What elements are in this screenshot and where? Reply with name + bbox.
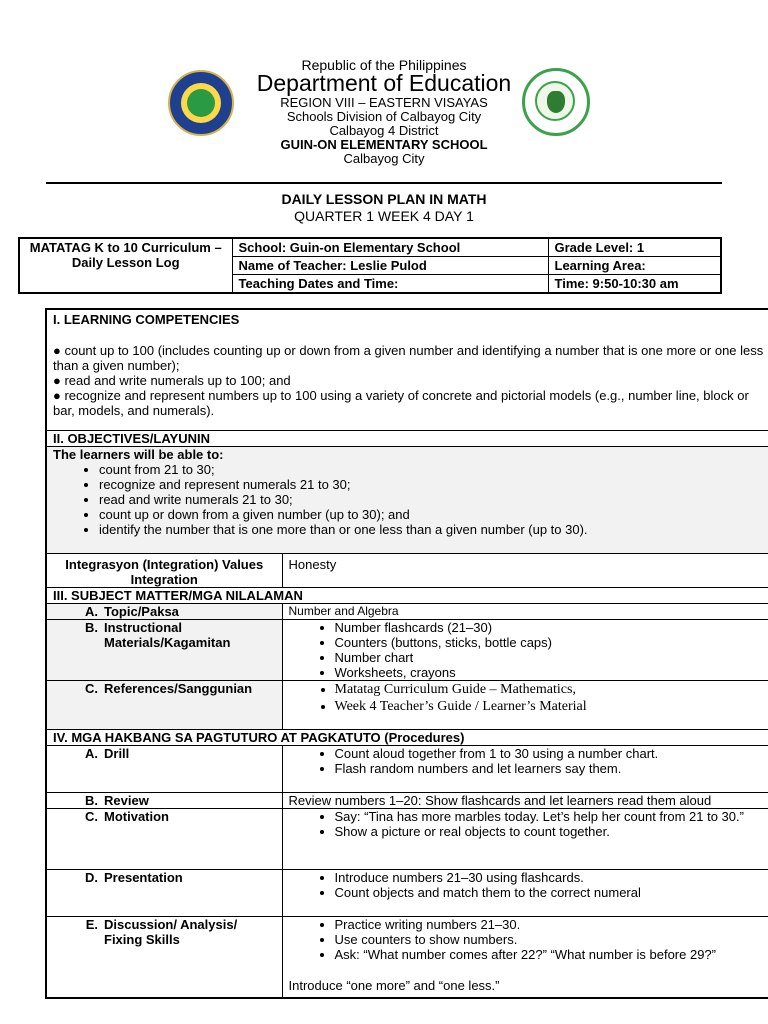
discussion-item: • Use counters to show numbers. xyxy=(335,932,768,947)
objectives-intro: The learners will be able to: xyxy=(53,447,224,462)
competency-item: ● recognize and represent numbers up to 100 using a variety of concrete and pictorial models (e.g., number line, block or bar, models, and numerals). xyxy=(53,388,749,418)
competency-item: ● read and write numerals up to 100; and xyxy=(53,373,291,388)
objective-item: • recognize and represent numerals 21 to 30; xyxy=(99,477,767,492)
competency-item: ● count up to 100 (includes counting up or down from a given number and identifying a number that is one more or one less than a given number); xyxy=(53,343,764,373)
time-cell: Time: 9:50-10:30 am xyxy=(548,275,721,294)
objective-item: • identify the number that is one more than or one less than a given number (up to 30). xyxy=(99,522,767,537)
drill-list-cell xyxy=(282,746,768,793)
discussion-item: • Practice writing numbers 21–30. xyxy=(335,917,768,932)
school-cell: School: Guin-on Elementary School xyxy=(232,238,548,257)
topic-label: Topic/Paksa xyxy=(104,604,179,619)
procedures-heading: IV. MGA HAKBANG SA PAGTUTURO AT PAGKATUTO (Procedures) xyxy=(46,730,768,746)
curriculum-cell: MATATAG K to 10 Curriculum – Daily Lesson Log xyxy=(19,238,232,293)
discussion-label-cell xyxy=(46,917,282,999)
drill-label: Drill xyxy=(104,746,130,761)
district-line: Calbayog 4 District xyxy=(329,123,439,138)
presentation-label: Presentation xyxy=(104,870,183,885)
material-item: • Worksheets, crayons xyxy=(335,665,768,680)
materials-label: Instructional Materials/Kagamitan xyxy=(104,620,231,650)
subject-matter-heading: III. SUBJECT MATTER/MGA NILALAMAN xyxy=(46,588,768,604)
references-label-cell xyxy=(46,681,282,730)
competencies-section xyxy=(46,309,768,431)
motivation-label-cell xyxy=(46,809,282,870)
review-label-cell xyxy=(46,793,282,809)
objective-item: • read and write numerals 21 to 30; xyxy=(99,492,767,507)
material-item: • Counters (buttons, sticks, bottle caps) xyxy=(335,635,768,650)
department-title: Department of Education xyxy=(256,70,512,96)
teaching-dates-cell: Teaching Dates and Time: xyxy=(232,275,548,294)
presentation-list-cell xyxy=(282,870,768,917)
learning-area-cell: Learning Area: xyxy=(548,257,721,275)
region-line: REGION VIII – EASTERN VISAYAS xyxy=(280,95,488,110)
reference-item: • Week 4 Teacher’s Guide / Learner’s Material xyxy=(335,698,768,715)
topic-letter: A. xyxy=(85,604,98,619)
material-item: • Number chart xyxy=(335,650,768,665)
topic-value: Number and Algebra xyxy=(282,604,768,620)
references-letter: C. xyxy=(85,681,98,696)
motivation-label: Motivation xyxy=(104,809,169,824)
presentation-item: • Count objects and match them to the correct numeral xyxy=(335,885,768,900)
city-line: Calbayog City xyxy=(343,151,425,166)
lesson-plan-table xyxy=(45,308,768,999)
quarter-week-day: QUARTER 1 WEEK 4 DAY 1 xyxy=(294,208,474,224)
school-name: GUIN-ON ELEMENTARY SCHOOL xyxy=(280,137,488,152)
materials-list-cell xyxy=(282,620,768,681)
grade-level-cell: Grade Level: 1 xyxy=(548,238,721,257)
drill-item: • Count aloud together from 1 to 30 using a number chart. xyxy=(335,746,768,761)
integration-value: Honesty xyxy=(282,554,768,588)
review-label: Review xyxy=(104,793,149,808)
division-line: Schools Division of Calbayog City xyxy=(286,109,482,124)
reference-item: • Matatag Curriculum Guide – Mathematics, xyxy=(335,681,768,698)
topic-label-cell xyxy=(46,604,282,620)
discussion-list-cell xyxy=(282,917,768,999)
references-list-cell xyxy=(282,681,768,730)
presentation-item: • Introduce numbers 21–30 using flashcards. xyxy=(335,870,768,885)
drill-label-cell xyxy=(46,746,282,793)
objective-item: • count from 21 to 30; xyxy=(99,462,767,477)
material-item: • Number flashcards (21–30) xyxy=(335,620,768,635)
presentation-label-cell xyxy=(46,870,282,917)
objectives-list xyxy=(53,462,767,537)
motivation-letter: C. xyxy=(85,809,98,824)
drill-letter: A. xyxy=(85,746,98,761)
discussion-letter: E. xyxy=(85,917,98,932)
discussion-label: Discussion/ Analysis/ Fixing Skills xyxy=(104,917,238,947)
objectives-heading: II. OBJECTIVES/LAYUNIN xyxy=(46,431,768,447)
materials-label-cell xyxy=(46,620,282,681)
discussion-note: Introduce “one more” and “one less.” xyxy=(288,978,500,993)
motivation-item: • Show a picture or real objects to count together. xyxy=(335,824,768,839)
review-value: Review numbers 1–20: Show flashcards and let learners read them aloud xyxy=(282,793,768,809)
header-divider xyxy=(46,182,722,184)
competencies-heading: I. LEARNING COMPETENCIES xyxy=(53,312,240,327)
review-letter: B. xyxy=(85,793,98,808)
objective-item: • count up or down from a given number (up to 30); and xyxy=(99,507,767,522)
presentation-letter: D. xyxy=(85,870,98,885)
discussion-item: • Ask: “What number comes after 22?” “What number is before 29?” xyxy=(335,947,768,962)
objectives-section xyxy=(46,447,768,554)
materials-letter: B. xyxy=(85,620,98,635)
integration-label: Integrasyon (Integration) Values Integration xyxy=(46,554,282,588)
teacher-cell: Name of Teacher: Leslie Pulod xyxy=(232,257,548,275)
references-label: References/Sanggunian xyxy=(104,681,253,696)
motivation-item: • Say: “Tina has more marbles today. Let’s help her count from 21 to 30.” xyxy=(335,809,768,824)
drill-item: • Flash random numbers and let learners say them. xyxy=(335,761,768,776)
republic-line: Republic of the Philippines xyxy=(301,57,467,73)
lesson-plan-title: DAILY LESSON PLAN IN MATH xyxy=(281,191,487,207)
lesson-info-table xyxy=(18,237,722,294)
motivation-list-cell xyxy=(282,809,768,870)
